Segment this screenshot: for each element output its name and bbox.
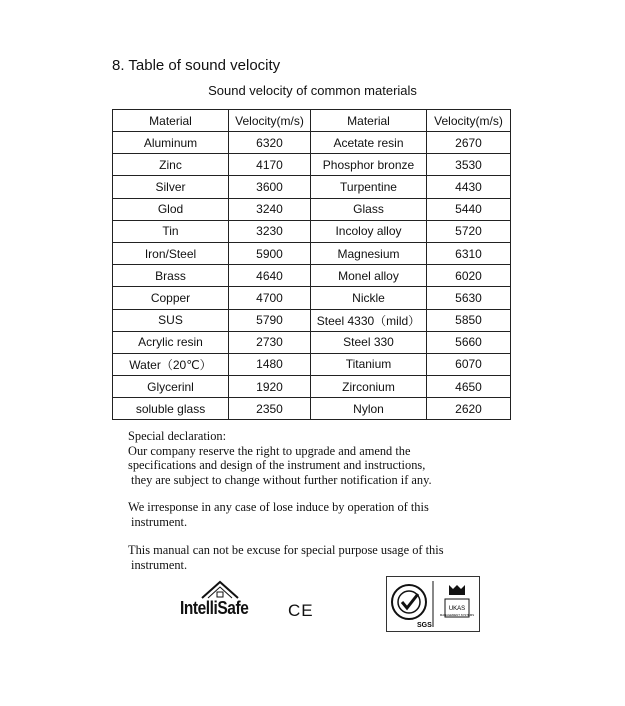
material-name: Magnesium [311,242,427,264]
header-velocity-2: Velocity(m/s) [427,110,511,132]
material-name: Zinc [113,154,229,176]
velocity-value: 2620 [427,398,511,420]
velocity-value: 5630 [427,287,511,309]
velocity-value: 1480 [229,353,311,375]
declaration-title: Special declaration: [128,429,227,443]
velocity-value: 3530 [427,154,511,176]
liability-line: We irresponse in any case of lose induce by operation of this [128,500,429,514]
declaration-line: specifications and design of the instrument and instructions, [128,458,426,472]
table-row [113,353,511,375]
material-name: Glass [311,198,427,220]
cert-ms-text: MANAGEMENT SYSTEMS [439,613,475,617]
material-name: Phosphor bronze [311,154,427,176]
sgs-ukas-certificate-icon [387,577,479,631]
table-row [113,376,511,398]
material-name: Steel 330 [311,331,427,353]
material-name: Copper [113,287,229,309]
velocity-value: 3600 [229,176,311,198]
velocity-value: 4640 [229,265,311,287]
velocity-value: 6320 [229,132,311,154]
table-row [113,220,511,242]
header-material-2: Material [311,110,427,132]
velocity-value: 6020 [427,265,511,287]
intellisafe-logo [180,578,270,624]
velocity-value: 4700 [229,287,311,309]
header-velocity-1: Velocity(m/s) [229,110,311,132]
brand-wordmark: IntelliSafe [180,598,249,618]
material-name: Brass [113,265,229,287]
section-heading: 8. Table of sound velocity [112,57,281,74]
velocity-value: 6310 [427,242,511,264]
material-name: soluble glass [113,398,229,420]
table-row [113,176,511,198]
table-row [113,265,511,287]
material-name: Monel alloy [311,265,427,287]
header-material-1: Material [113,110,229,132]
certification-logo [386,576,480,632]
velocity-value: 4650 [427,376,511,398]
velocity-value: 3230 [229,220,311,242]
material-name: Titanium [311,353,427,375]
cert-ukas-text: UKAS [448,606,466,612]
velocity-value: 5720 [427,220,511,242]
table-row [113,132,511,154]
material-name: Steel 4330（mild） [311,309,427,331]
table-header-row [113,110,511,132]
material-name: Tin [113,220,229,242]
velocity-value: 5850 [427,309,511,331]
material-name: Nickle [311,287,427,309]
velocity-value: 1920 [229,376,311,398]
material-name: Incoloy alloy [311,220,427,242]
material-name: Aluminum [113,132,229,154]
table-row [113,287,511,309]
table-caption: Sound velocity of common materials [208,83,417,98]
velocity-value: 5790 [229,309,311,331]
table-row [113,154,511,176]
material-name: Acrylic resin [113,331,229,353]
liability-line: instrument. [131,514,188,529]
usage-line: instrument. [131,557,188,572]
velocity-value: 2350 [229,398,311,420]
velocity-value: 6070 [427,353,511,375]
table-row [113,242,511,264]
usage-note [128,543,444,572]
velocity-value: 5660 [427,331,511,353]
declaration-line: Our company reserve the right to upgrade and amend the [128,443,411,458]
material-name: Glod [113,198,229,220]
velocity-value: 3240 [229,198,311,220]
special-declaration [128,429,432,487]
material-name: Zirconium [311,376,427,398]
table-row [113,398,511,420]
velocity-value: 5900 [229,242,311,264]
material-name: Glycerinl [113,376,229,398]
material-name: Silver [113,176,229,198]
material-name: Turpentine [311,176,427,198]
usage-line: This manual can not be excuse for special purpose usage of this [128,543,444,557]
velocity-value: 2670 [427,132,511,154]
velocity-value: 4170 [229,154,311,176]
declaration-line: they are subject to change without further notification if any. [131,472,432,487]
table-row [113,331,511,353]
liability-note [128,500,429,529]
ce-mark: CE [288,601,314,620]
material-name: Water（20℃） [113,353,229,375]
material-name: Acetate resin [311,132,427,154]
material-name: Iron/Steel [113,242,229,264]
cert-sgs-text: SGS [417,622,432,629]
sound-velocity-table [112,109,511,420]
velocity-value: 4430 [427,176,511,198]
velocity-value: 2730 [229,331,311,353]
velocity-value: 5440 [427,198,511,220]
table-row [113,198,511,220]
material-name: SUS [113,309,229,331]
material-name: Nylon [311,398,427,420]
table-row [113,309,511,331]
